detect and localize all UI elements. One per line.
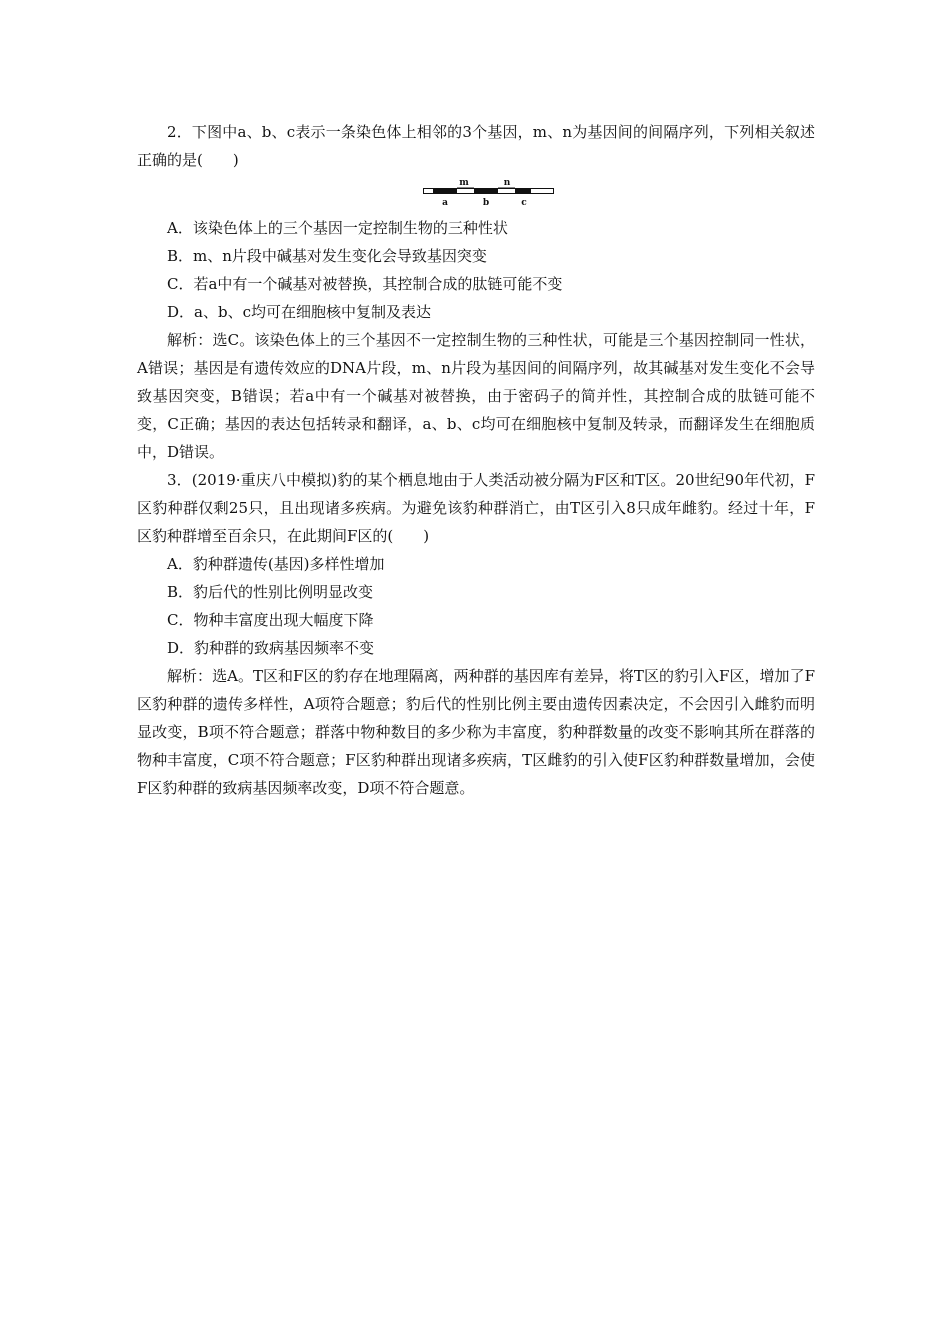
question-2-option-d: D．a、b、c均可在细胞核中复制及表达 [167, 303, 431, 321]
gene-c-segment [515, 188, 531, 194]
label-n: n [503, 178, 511, 188]
question-3-option-a: A．豹种群遗传(基因)多样性增加 [167, 555, 385, 573]
label-a: a [442, 198, 448, 208]
gene-a-segment [433, 188, 457, 194]
chromosome-figure [137, 174, 815, 214]
label-c: c [521, 198, 527, 208]
label-m: m [459, 178, 469, 188]
question-3-option-c: C．物种丰富度出现大幅度下降 [167, 611, 374, 629]
gene-b-segment [474, 188, 498, 194]
question-2-option-c: C．若a中有一个碱基对被替换，其控制合成的肽链可能不变 [167, 275, 563, 293]
question-2-option-a: A．该染色体上的三个基因一定控制生物的三种性状 [167, 219, 508, 237]
question-3-analysis: 解析：选A。T区和F区的豹存在地理隔离，两种群的基因库有差异，将T区的豹引入F区，增加了F区豹种群的遗传多样性，A项符合题意；豹后代的性别比例主要由遗传因素决定，不会因引入雌豹而明显改变，B项不符合题意；群落中物种数目的多少称为丰富度，豹种群数量的改变不影响其所在群落的物种丰富度，C项不符合题意；F区豹种群出现诸多疾病，T区雌豹的引入使F区豹种群数量增加，会使F区豹种群的致病基因频率改变，D项不符合题意。 [137, 667, 815, 797]
label-b: b [482, 198, 490, 208]
question-3-option-d: D．豹种群的致病基因频率不变 [167, 639, 375, 657]
question-2-stem: 2．下图中a、b、c表示一条染色体上相邻的3个基因，m、n为基因间的间隔序列，下列相关叙述正确的是( ) [137, 123, 815, 169]
document-page [137, 118, 815, 802]
question-3-option-b: B．豹后代的性别比例明显改变 [167, 583, 374, 601]
chromosome-diagram [423, 176, 555, 212]
question-3-stem: 3．(2019·重庆八中模拟)豹的某个栖息地由于人类活动被分隔为F区和T区。20世纪90年代初，F区豹种群仅剩25只，且出现诸多疾病。为避免该豹种群消亡，由T区引入8只成年雌豹。经过十年，F区豹种群增至百余只，在此期间F区的( ) [137, 471, 815, 545]
question-2-analysis: 解析：选C。该染色体上的三个基因不一定控制生物的三种性状，可能是三个基因控制同一性状，A错误；基因是有遗传效应的DNA片段，m、n片段为基因间的间隔序列，故其碱基对发生变化不会导致基因突变，B错误；若a中有一个碱基对被替换，由于密码子的简并性，其控制合成的肽链可能不变，C正确；基因的表达包括转录和翻译，a、b、c均可在细胞核中复制及转录，而翻译发生在细胞质中，D错误。 [137, 331, 815, 461]
question-2-option-b: B．m、n片段中碱基对发生变化会导致基因突变 [167, 247, 487, 265]
